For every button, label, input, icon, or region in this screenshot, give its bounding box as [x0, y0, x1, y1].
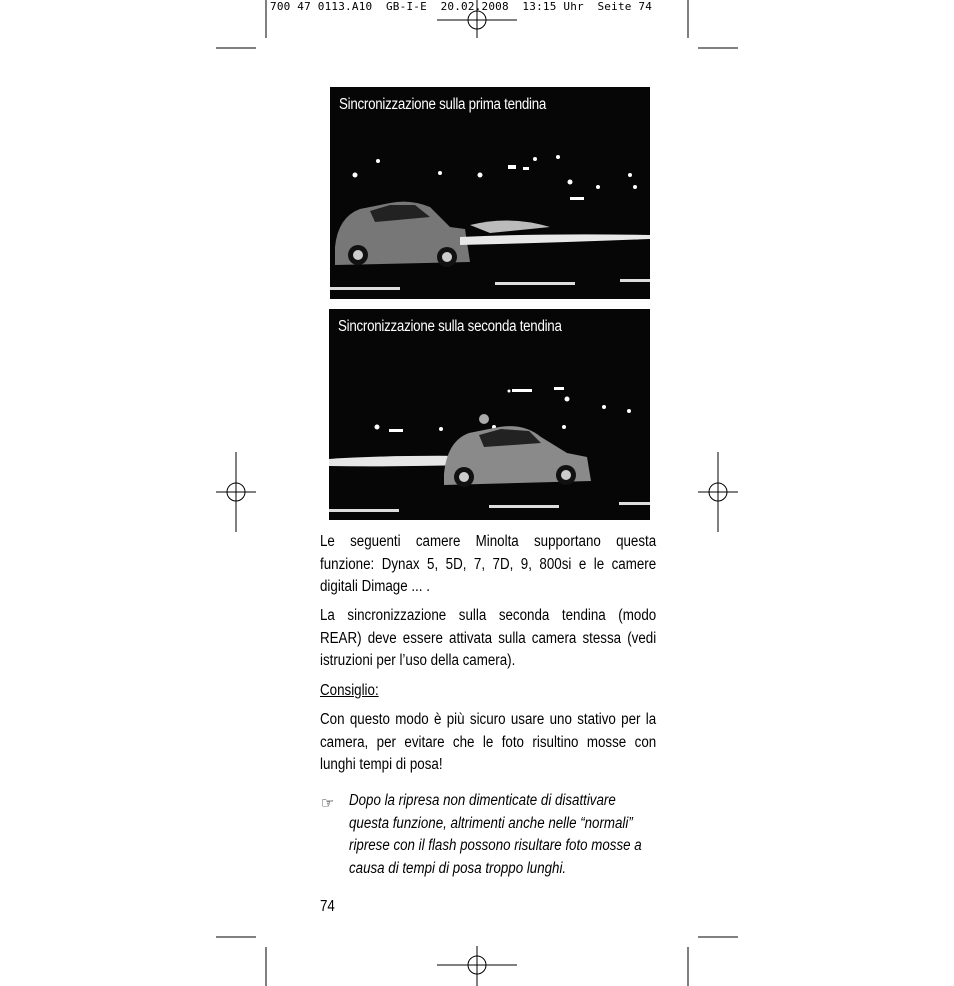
reminder-note: Dopo la ripresa non dimenticate di disattivare questa funzione, altrimenti anche nelle “normali” riprese con il flash possono risultare foto mosse a causa di tempi di posa troppo lunghi.	[349, 792, 642, 877]
rear-mode-paragraph: La sincronizzazione sulla seconda tendina (modo REAR) deve essere attivata sulla camera stessa (vedi istruzioni per l’uso della camera).	[320, 607, 657, 669]
page-number: 74	[320, 898, 335, 915]
print-slug: 700 47 0113.A10 GB-I-E 20.02.2008 13:15 Uhr Seite 74	[270, 0, 653, 13]
photo-second-curtain	[329, 309, 650, 520]
pointing-hand-icon: ☞	[321, 794, 335, 812]
night-street-image	[329, 309, 650, 520]
night-street-image	[330, 87, 650, 299]
supported-cameras-paragraph: Le seguenti camere Minolta supportano questa funzione: Dynax 5, 5D, 7, 7D, 9, 800si e le camere digitali Dimage ... .	[320, 533, 657, 595]
photo-caption: Sincronizzazione sulla prima tendina	[339, 96, 547, 113]
tripod-tip-paragraph: Con questo modo è più sicuro usare uno stativo per la camera, per evitare che le foto risultino mosse con lunghi tempi di posa!	[320, 711, 657, 773]
photo-caption: Sincronizzazione sulla seconda tendina	[338, 318, 562, 335]
photo-first-curtain	[330, 87, 650, 299]
tip-heading: Consiglio:	[320, 682, 379, 699]
